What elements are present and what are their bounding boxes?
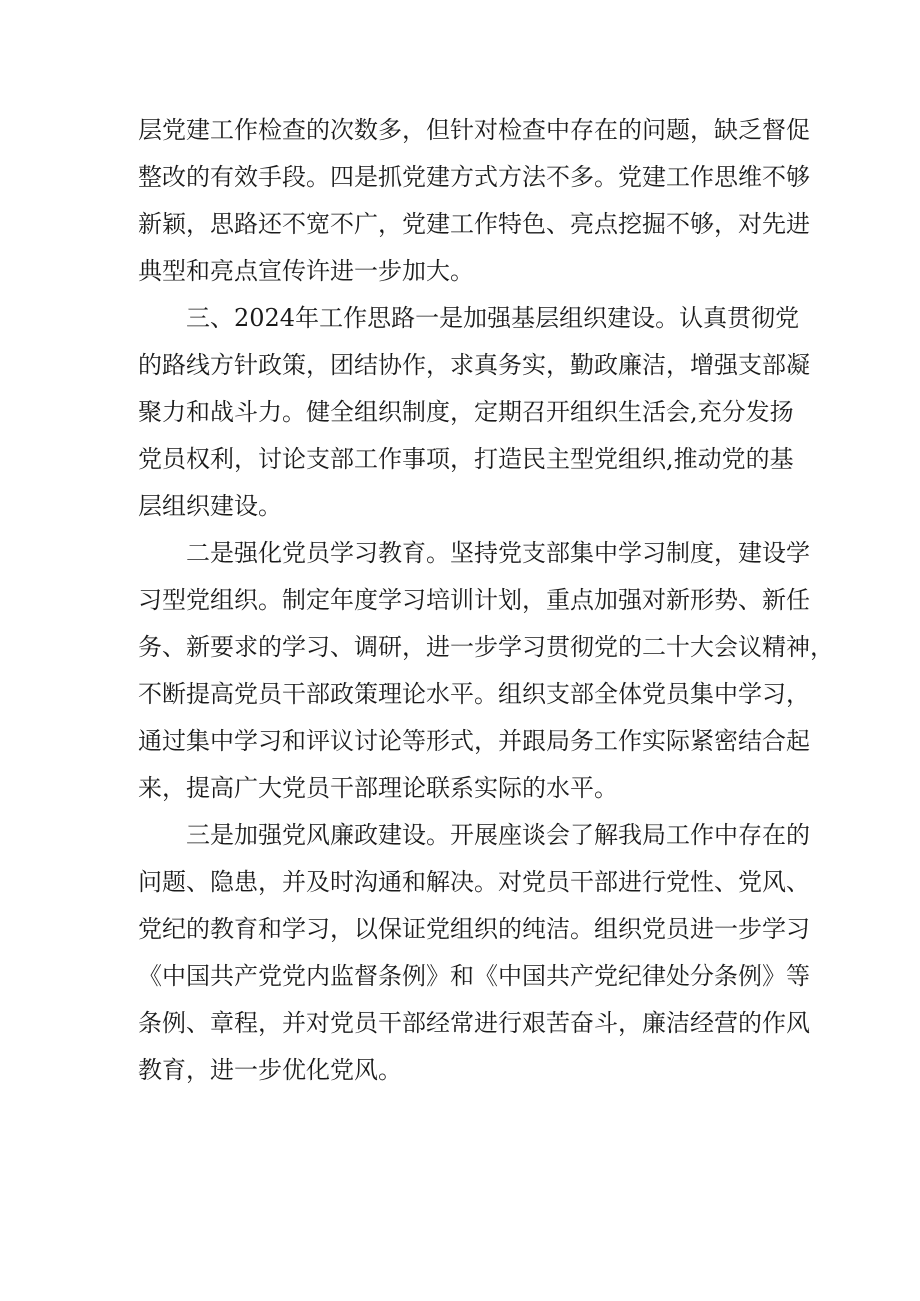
paragraph-1-line-2: 整改的有效手段。四是抓党建方式方法不多。党建工作思维不够 bbox=[138, 163, 810, 191]
paragraph-3 bbox=[138, 530, 834, 812]
paragraph-4-line-4: 《中国共产党党内监督条例》和《中国共产党纪律处分条例》等 bbox=[138, 962, 810, 990]
paragraph-2-line-4: 党员权利，讨论支部工作事项，打造民主型党组织,推动党的基 bbox=[138, 445, 794, 473]
document-body bbox=[138, 107, 834, 1094]
paragraph-3-line-1: 二是强化党员学习教育。坚持党支部集中学习制度，建设学 bbox=[186, 539, 810, 567]
paragraph-3-line-5: 通过集中学习和评议讨论等形式，并跟局务工作实际紧密结合起 bbox=[138, 727, 810, 755]
paragraph-1-line-3: 新颖，思路还不宽不广，党建工作特色、亮点挖掘不够，对先进 bbox=[138, 210, 810, 238]
paragraph-3-line-3: 务、新要求的学习、调研，进一步学习贯彻党的二十大会议精神， bbox=[138, 633, 834, 661]
paragraph-2 bbox=[138, 295, 810, 530]
paragraph-1-line-1: 层党建工作检查的次数多，但针对检查中存在的问题，缺乏督促 bbox=[138, 116, 810, 144]
paragraph-1 bbox=[138, 107, 810, 295]
paragraph-4-line-1: 三是加强党风廉政建设。开展座谈会了解我局工作中存在的 bbox=[186, 821, 810, 849]
paragraph-4-line-6: 教育，进一步优化党风。 bbox=[138, 1056, 402, 1084]
paragraph-3-line-4: 不断提高党员干部政策理论水平。组织支部全体党员集中学习， bbox=[138, 680, 810, 708]
paragraph-4-line-2: 问题、隐患，并及时沟通和解决。对党员干部进行党性、党风、 bbox=[138, 868, 810, 896]
paragraph-2-line-1: 三、2024年工作思路一是加强基层组织建设。认真贯彻党 bbox=[186, 304, 800, 332]
paragraph-3-line-6: 来，提高广大党员干部理论联系实际的水平。 bbox=[138, 774, 618, 802]
paragraph-3-line-2: 习型党组织。制定年度学习培训计划，重点加强对新形势、新任 bbox=[138, 586, 810, 614]
paragraph-2-line-2: 的路线方针政策，团结协作，求真务实，勤政廉洁，增强支部凝 bbox=[138, 351, 810, 379]
paragraph-4-line-5: 条例、章程，并对党员干部经常进行艰苦奋斗，廉洁经营的作风 bbox=[138, 1009, 810, 1037]
paragraph-2-line-3: 聚力和战斗力。健全组织制度，定期召开组织生活会,充分发扬 bbox=[138, 398, 794, 426]
paragraph-2-line-5: 层组织建设。 bbox=[138, 492, 282, 520]
paragraph-4-line-3: 党纪的教育和学习，以保证党组织的纯洁。组织党员进一步学习 bbox=[138, 915, 810, 943]
paragraph-1-line-4: 典型和亮点宣传许进一步加大。 bbox=[138, 257, 474, 285]
paragraph-4 bbox=[138, 812, 810, 1094]
